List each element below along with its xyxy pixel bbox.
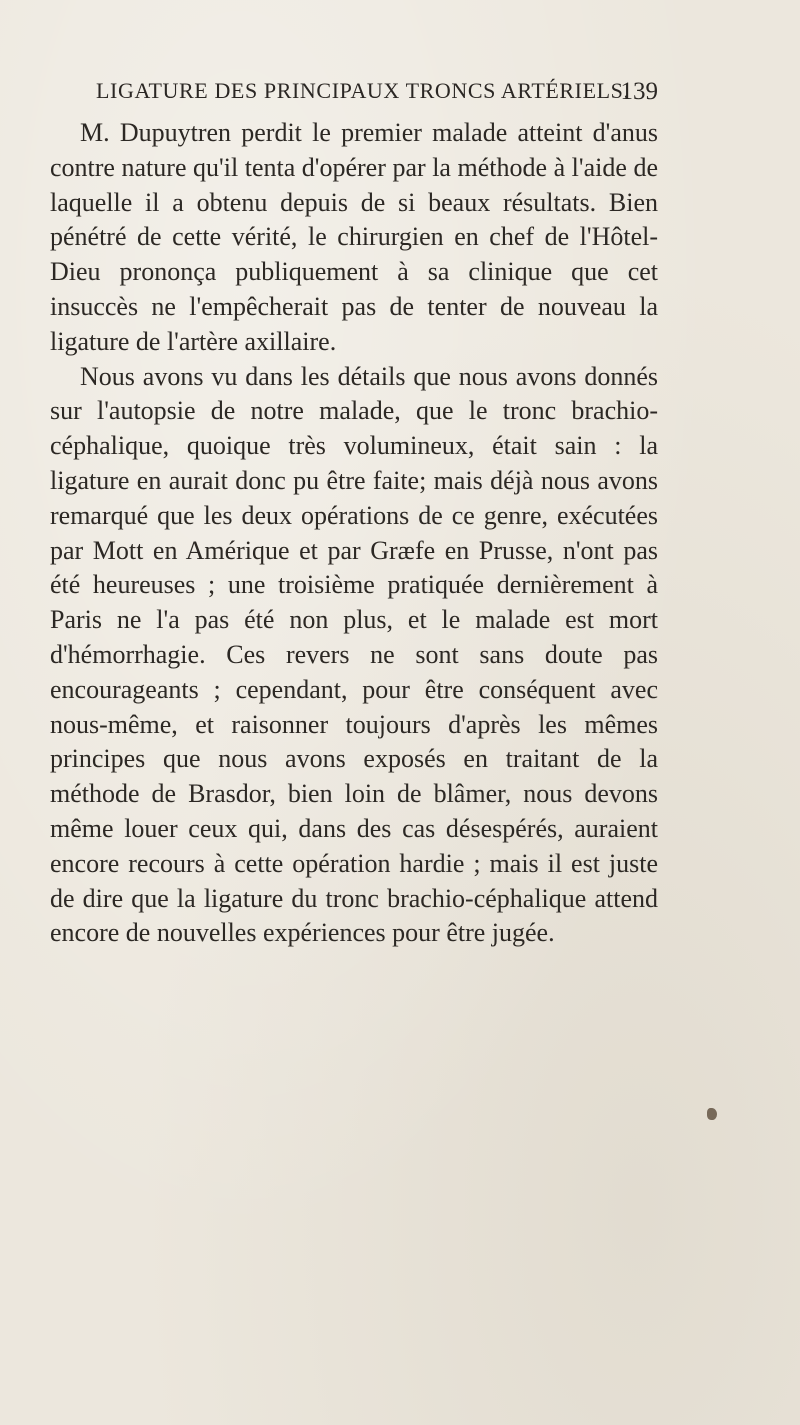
running-title: LIGATURE DES PRINCIPAUX TRONCS ARTÉRIELS. xyxy=(96,78,630,103)
page-number: 139 xyxy=(620,78,658,105)
body-text xyxy=(50,116,658,951)
paragraph-1: M. Dupuytren perdit le premier malade atteint d'anus contre nature qu'il tenta d'opérer par la méthode à l'aide de laquelle il a obtenu depuis de si beaux résultats. Bien pénétré de cette vérité, le chirurgien en chef de l'Hôtel-Dieu prononça publiquement à sa clinique que cet insuccès ne l'empêcherait pas de tenter de nouveau la ligature de l'artère axillaire. xyxy=(50,118,658,356)
page-header xyxy=(96,78,658,112)
paragraph-2: Nous avons vu dans les détails que nous avons donnés sur l'autopsie de notre malade, que le tronc brachio-céphalique, quoique très volumineux, était sain : la ligature en aurait donc pu être faite; mais déjà nous avons remarqué que les deux opérations de ce genre, exécutées par Mott en Amérique et par Græfe en Prusse, n'ont pas été heureuses ; une troisième pratiquée dernièrement à Paris ne l'a pas été non plus, et le malade est mort d'hémorrhagie. Ces revers ne sont sans doute pas encourageants ; cependant, pour être conséquent avec nous-même, et raisonner toujours d'après les mêmes principes que nous avons exposés en traitant de la méthode de Brasdor, bien loin de blâmer, nous devons même louer ceux qui, dans des cas désespérés, auraient encore recours à cette opération hardie ; mais il est juste de dire que la ligature du tronc brachio-céphalique attend encore de nouvelles expériences pour être jugée. xyxy=(50,361,658,948)
ink-blemish xyxy=(707,1108,717,1120)
